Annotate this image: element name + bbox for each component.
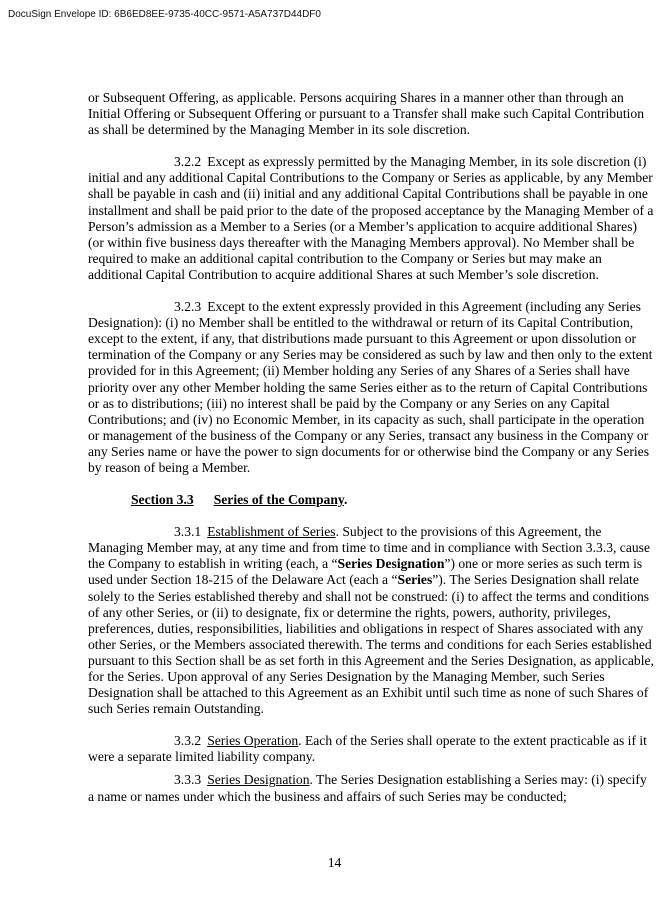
defined-term: Series: [397, 572, 433, 588]
clause-text: ”). The Series Designation shall relate solely to the Series established thereby and shall not be construed: (i) to affect the terms and conditions of any other Series, or (ii) to designate, fix or determine the rights, powers, authority, privileges, preferences, duties, responsibilities, liabilities and obligations in respect of Shares associated with any other Series, or the Members associated therewith. The terms and conditions for each Series established pursuant to this Section shall be as set forth in this Agreement and the Series Designation, as applicable, for the Series. Upon approval of any Series Designation by the Managing Member, such Series Designation shall be attached to this Agreement as an Exhibit until such time as none of such Shares of such Series remain Outstanding.: [88, 572, 654, 717]
section-number: Section 3.3: [131, 492, 194, 508]
paragraph-3-2-2: [88, 154, 654, 283]
section-heading: [131, 492, 654, 508]
clause-text: ”) one or more series as such term is used under Section 18-215 of the Delaware Act (each a “: [88, 556, 643, 588]
envelope-id: DocuSign Envelope ID: 6B6ED8EE-9735-40CC-9571-A5A737D44DF0: [8, 9, 321, 20]
clause-number: 3.2.3: [174, 299, 202, 315]
clause-number: 3.2.2: [174, 154, 202, 170]
section-title: Series of the Company: [213, 492, 344, 508]
clause-text: . The Series Designation establishing a Series may: (i) specify a name or names under which the business and affairs of such Series may be conducted;: [88, 772, 647, 804]
page-number: 14: [327, 855, 342, 870]
paragraph-continuation: or Subsequent Offering, as applicable. Persons acquiring Shares in a manner other than through an Initial Offering or Subsequent Offering or pursuant to a Transfer shall make such Capital Contribution as shall be determined by the Managing Member in its sole discretion.: [88, 90, 644, 138]
clause-heading: Series Operation: [207, 733, 299, 749]
section-title-period: .: [343, 492, 348, 508]
clause-number: 3.3.1: [174, 524, 202, 540]
clause-heading: Establishment of Series: [207, 524, 336, 540]
clause-text: . Each of the Series shall operate to the extent practicable as if it were a separate limited liability company.: [88, 733, 647, 765]
clause-number: 3.3.2: [174, 733, 202, 749]
paragraph-3-3-1: [88, 524, 654, 717]
paragraph-3-3-2: [88, 733, 654, 765]
paragraph-3-2-3: [88, 299, 654, 476]
clause-number: 3.3.3: [174, 772, 202, 788]
clause-heading: Series Designation: [207, 772, 310, 788]
clause-text: Except to the extent expressly provided in this Agreement (including any Series Designation): (i) no Member shall be entitled to the withdrawal or return of its Capital Contribution, except to the extent, if any, that distributions made pursuant to this Agreement or upon dissolution or termination of the Company or any Series may be considered as such by law and then only to the extent provided for in this Agreement; (ii) Member holding any Series of any Shares of a Series shall have priority over any other Member holding the same Series either as to the return of Capital Contributions or as to distributions; (iii) no interest shall be paid by the Company or any Series on any Capital Contributions; and (iv) no Economic Member, in its capacity as such, shall participate in the operation or management of the business of the Company or any Series, transact any business in the Company or any Series name or have the power to sign documents for or otherwise bind the Company or any Series by reason of being a Member.: [88, 299, 653, 475]
defined-term: Series Designation: [337, 556, 445, 572]
paragraph-3-3-3: [88, 772, 654, 804]
clause-text: . Subject to the provisions of this Agreement, the Managing Member may, at any time and from time to time and in compliance with Section 3.3.3, cause the Company to establish in writing (each, a “: [88, 524, 650, 572]
clause-text: Except as expressly permitted by the Managing Member, in its sole discretion (i) initial and any additional Capital Contributions to the Company or Series as applicable, by any Member shall be payable in cash and (ii) initial and any additional Capital Contributions shall be payable in one installment and shall be paid prior to the date of the proposed acceptance by the Managing Member of a Person’s admission as a Member to a Series (or a Member’s application to acquire additional Shares) (or within five business days thereafter with the Managing Members approval). No Member shall be required to make an additional capital contribution to the Company or Series but may make an additional Capital Contribution to acquire additional Shares at such Member’s sole discretion.: [88, 154, 654, 282]
document-body: [88, 90, 654, 821]
